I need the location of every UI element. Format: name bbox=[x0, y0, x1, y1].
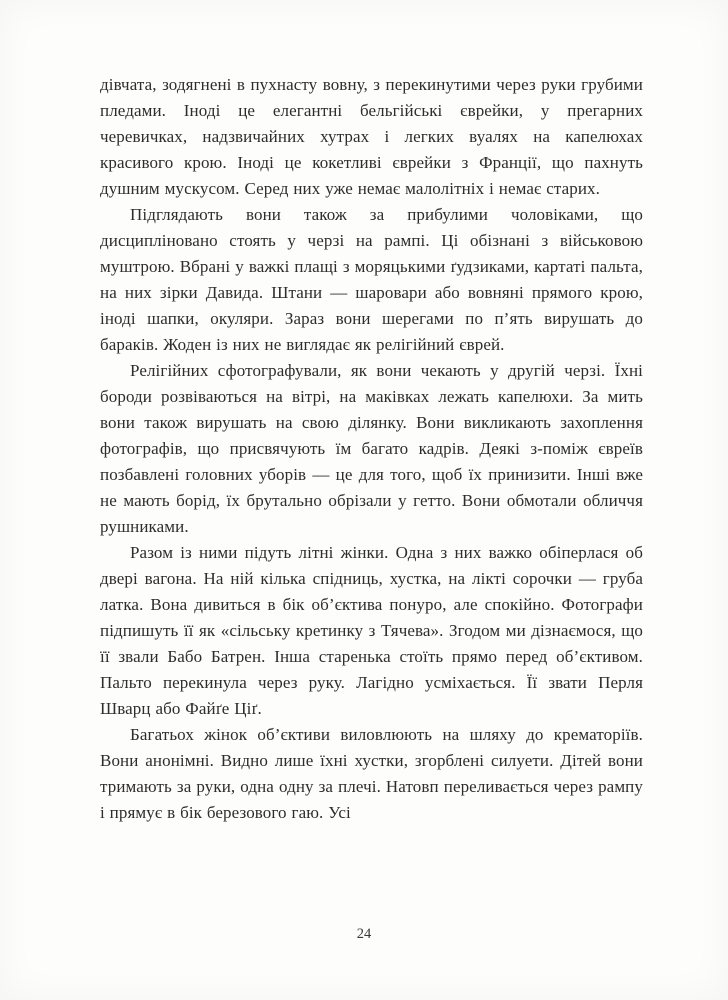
page-number: 24 bbox=[356, 926, 372, 942]
paragraph: Разом із ними підуть літні жінки. Одна з них важко обіперлася об двері вагона. На ній кілька спідниць, хустка, на лікті сорочки — груба латка. Вона дивиться в бік об’єктива понуро, але спокійно. Фотографи підпишуть її як «сільську кретинку з Тячева». Згодом ми дізнаємося, що її звали Бабо Батрен. Інша старенька стоїть прямо перед об’єктивом. Пальто перекинула через руку. Лагідно усміхається. Її звати Перля Шварц або Файґе Ціґ. bbox=[100, 543, 643, 718]
paragraph: Багатьох жінок об’єктиви виловлюють на шляху до крематоріїв. Вони анонімні. Видно лише їхні хустки, згорблені силуети. Дітей вони тримають за руки, одна одну за плечі. Натовп переливається через рампу і прямує в бік березового гаю. Усі bbox=[100, 725, 643, 822]
paragraph-continued: дівчата, зодягнені в пухнасту вовну, з перекинутими через руки грубими пледами. Іноді це елегантні бельгійські єврейки, у прегарних черевичках, надзвичайних хутрах і легких вуалях на капелюхах красивого крою. Іноді це кокетливі єврейки з Франції, що пахнуть душним мускусом. Серед них уже немає малолітніх і немає старих. bbox=[100, 75, 643, 198]
paragraph: Підглядають вони також за прибулими чоловіками, що дисципліновано стоять у черзі на рампі. Ці обізнані з військовою муштрою. Вбрані у важкі плащі з моряцькими ґудзиками, картаті пальта, на них зірки Давида. Штани — шаровари або вовняні прямого крою, іноді шапки, окуляри. Зараз вони шерегами по п’ять вирушать до бараків. Жоден із них не виглядає як релігійний єврей. bbox=[100, 205, 643, 354]
paragraph: Релігійних сфотографували, як вони чекають у другій черзі. Їхні бороди розвіваються на вітрі, на маківках лежать капелюхи. За мить вони також вирушать на свою ділянку. Вони викликають захоплення фотографів, що присвячують їм багато кадрів. Деякі з-поміж євреїв позбавлені головних уборів — це для того, щоб їх принизити. Інші вже не мають борід, їх брутально обрізали у гетто. Вони обмотали обличчя рушниками. bbox=[100, 361, 643, 536]
body-text-block bbox=[100, 72, 643, 826]
